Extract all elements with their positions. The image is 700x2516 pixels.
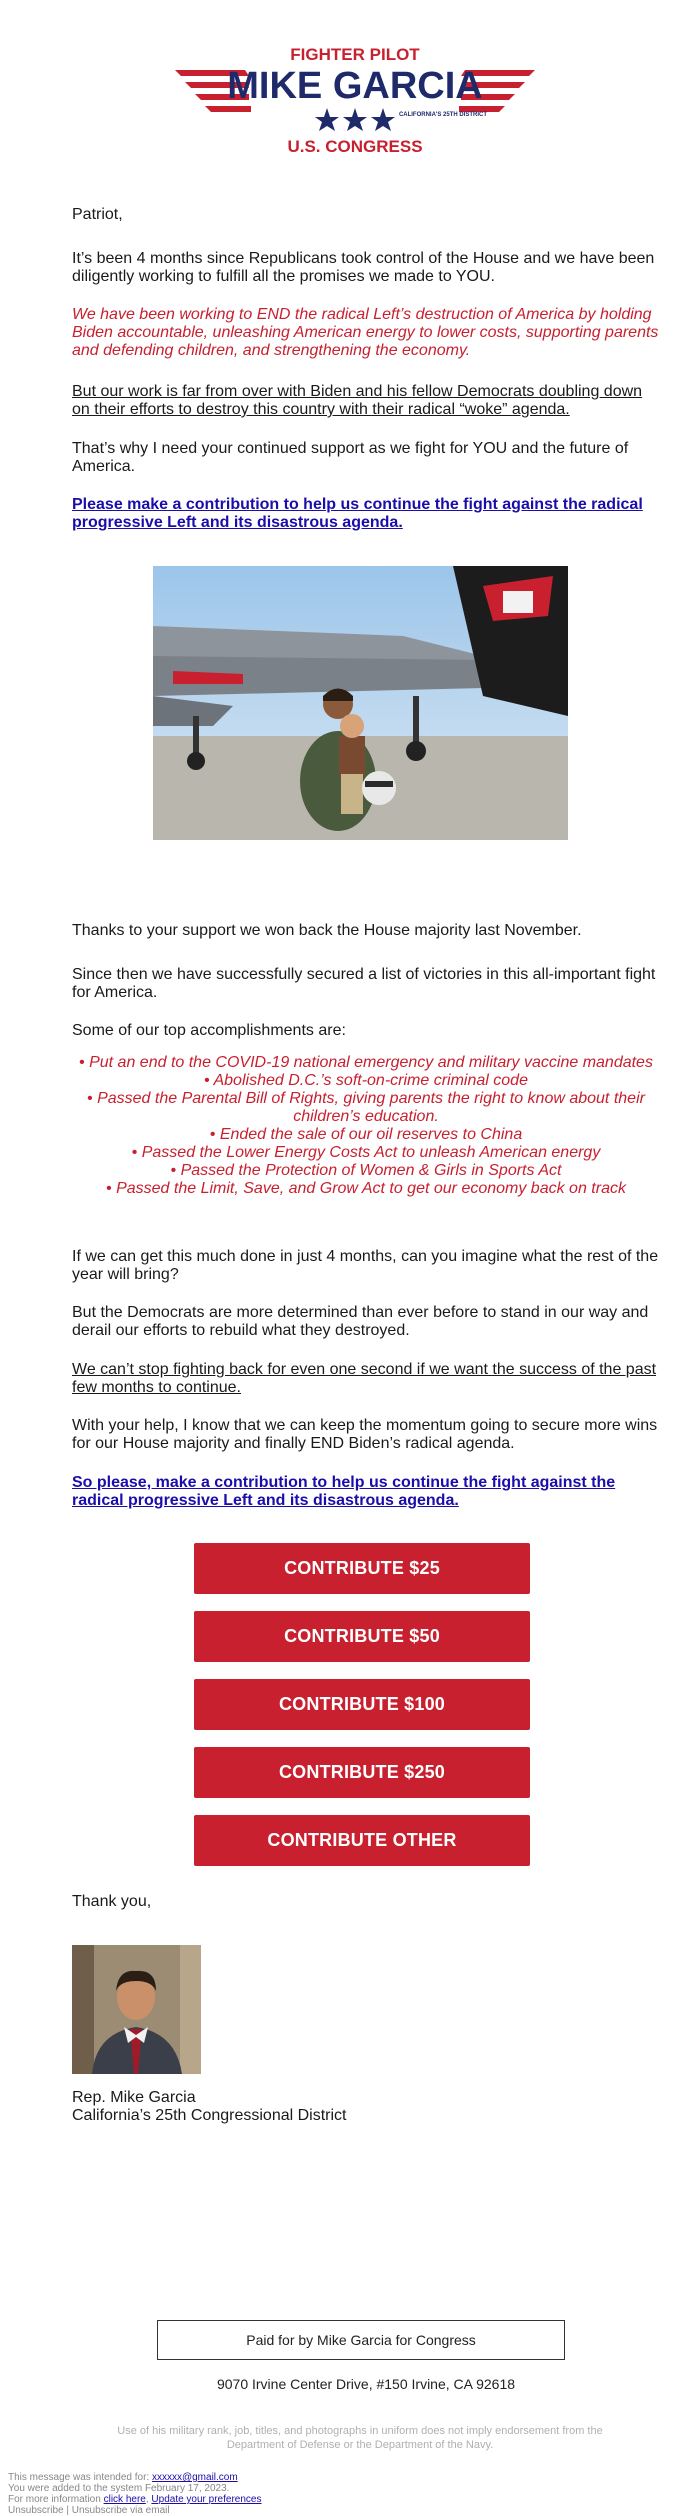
- military-disclaimer: Use of his military rank, job, titles, and photographs in uniform does not imply endorsement from the Department of Defense or the Department of the Navy.: [117, 2425, 603, 2451]
- hero-photo: [153, 566, 568, 840]
- contribute-250-button[interactable]: CONTRIBUTE $250: [194, 1747, 530, 1798]
- paragraph-8: If we can get this much done in just 4 months, can you imagine what the rest of the year will bring?: [72, 1248, 659, 1283]
- unsubscribe-email-link[interactable]: Unsubscribe via email: [71, 2505, 170, 2516]
- paragraph-10: We can’t stop fighting back for even one second if we want the success of the past few months to continue.: [72, 1361, 657, 1396]
- intended-prefix: This message was intended for:: [8, 2472, 150, 2483]
- intended-email-link[interactable]: xxxxxx@gmail.com: [151, 2472, 238, 2483]
- accomplishment-item: • Passed the Parental Bill of Rights, giving parents the right to know about their children’s education.: [87, 1090, 645, 1125]
- accomplishments-list: [72, 1054, 660, 1198]
- contribute-other-button[interactable]: CONTRIBUTE OTHER: [194, 1815, 530, 1866]
- added-date: You were added to the system February 17, 2023.: [8, 2483, 230, 2494]
- logo-name-text: MIKE GARCIA: [227, 65, 483, 107]
- paid-for-disclaimer: Paid for by Mike Garcia for Congress: [157, 2320, 565, 2360]
- logo-bottom-text: U.S. CONGRESS: [287, 137, 423, 156]
- logo-district-text: CALIFORNIA'S 25TH DISTRICT: [398, 112, 488, 118]
- accomplishment-item: • Put an end to the COVID-19 national emergency and military vaccine mandates: [79, 1054, 653, 1071]
- paragraph-1: It’s been 4 months since Republicans took control of the House and we have been diligently working to fulfill all the promises we made to YOU.: [72, 250, 655, 285]
- signature-name: Rep. Mike Garcia: [72, 2089, 196, 2106]
- closing-thanks: Thank you,: [72, 1893, 152, 1910]
- paragraph-3: But our work is far from over with Biden and his fellow Democrats doubling down on their efforts to destroy this country with their radical “woke” agenda.: [72, 383, 643, 418]
- more-info-prefix: For more information: [8, 2494, 101, 2505]
- accomplishment-item: • Passed the Lower Energy Costs Act to unleash American energy: [131, 1144, 601, 1161]
- paragraph-2-highlight: We have been working to END the radical Left’s destruction of America by holding Biden accountable, unleashing American energy to lower costs, supporting parents and defending children, and strengthening the economy.: [72, 306, 659, 359]
- contribute-25-button[interactable]: CONTRIBUTE $25: [194, 1543, 530, 1594]
- signature-title: California’s 25th Congressional District: [72, 2107, 347, 2124]
- contribute-100-button[interactable]: CONTRIBUTE $100: [194, 1679, 530, 1730]
- paragraph-5: Thanks to your support we won back the House majority last November.: [72, 922, 582, 939]
- accomplishment-item: • Ended the sale of our oil reserves to China: [209, 1126, 523, 1143]
- accomplishment-item: • Passed the Limit, Save, and Grow Act to get our economy back on track: [106, 1180, 626, 1197]
- campaign-logo: [175, 40, 535, 158]
- footer-meta: This message was intended for: xxxxxx@gmail.com You were added to the system February 17, 2023. For more information click here, Update your preferences Unsubscribe | Unsubscribe via email: [8, 2472, 262, 2516]
- greeting: Patriot,: [72, 206, 123, 223]
- paragraph-11: With your help, I know that we can keep the momentum going to secure more wins for our House majority and finally END Biden’s radical agenda.: [72, 1417, 658, 1452]
- paragraph-6: Since then we have successfully secured a list of victories in this all-important fight for America.: [72, 966, 656, 1001]
- contribute-link-2[interactable]: So please, make a contribution to help us continue the fight against the radical progressive Left and its disastrous agenda.: [72, 1474, 616, 1509]
- mike-garcia-portrait: [72, 1945, 201, 2074]
- logo-top-text: FIGHTER PILOT: [290, 45, 420, 64]
- unsubscribe-link[interactable]: Unsubscribe: [8, 2505, 64, 2516]
- contribute-50-button[interactable]: CONTRIBUTE $50: [194, 1611, 530, 1662]
- logo-stars-icon: [315, 108, 395, 131]
- paragraph-4: That’s why I need your continued support as we fight for YOU and the future of America.: [72, 440, 629, 475]
- update-preferences-link[interactable]: Update your preferences: [151, 2494, 262, 2505]
- paragraph-7: Some of our top accomplishments are:: [72, 1022, 346, 1039]
- contribute-link-1[interactable]: Please make a contribution to help us continue the fight against the radical progressive Left and its disastrous agenda.: [72, 496, 643, 531]
- accomplishment-item: • Passed the Protection of Women & Girls in Sports Act: [170, 1162, 562, 1179]
- paragraph-9: But the Democrats are more determined than ever before to stand in our way and derail our efforts to rebuild what they destroyed.: [72, 1304, 649, 1339]
- mailing-address: 9070 Irvine Center Drive, #150 Irvine, CA 92618: [216, 2376, 516, 2392]
- accomplishment-item: • Abolished D.C.’s soft-on-crime criminal code: [204, 1072, 528, 1089]
- click-here-link[interactable]: click here: [103, 2494, 146, 2505]
